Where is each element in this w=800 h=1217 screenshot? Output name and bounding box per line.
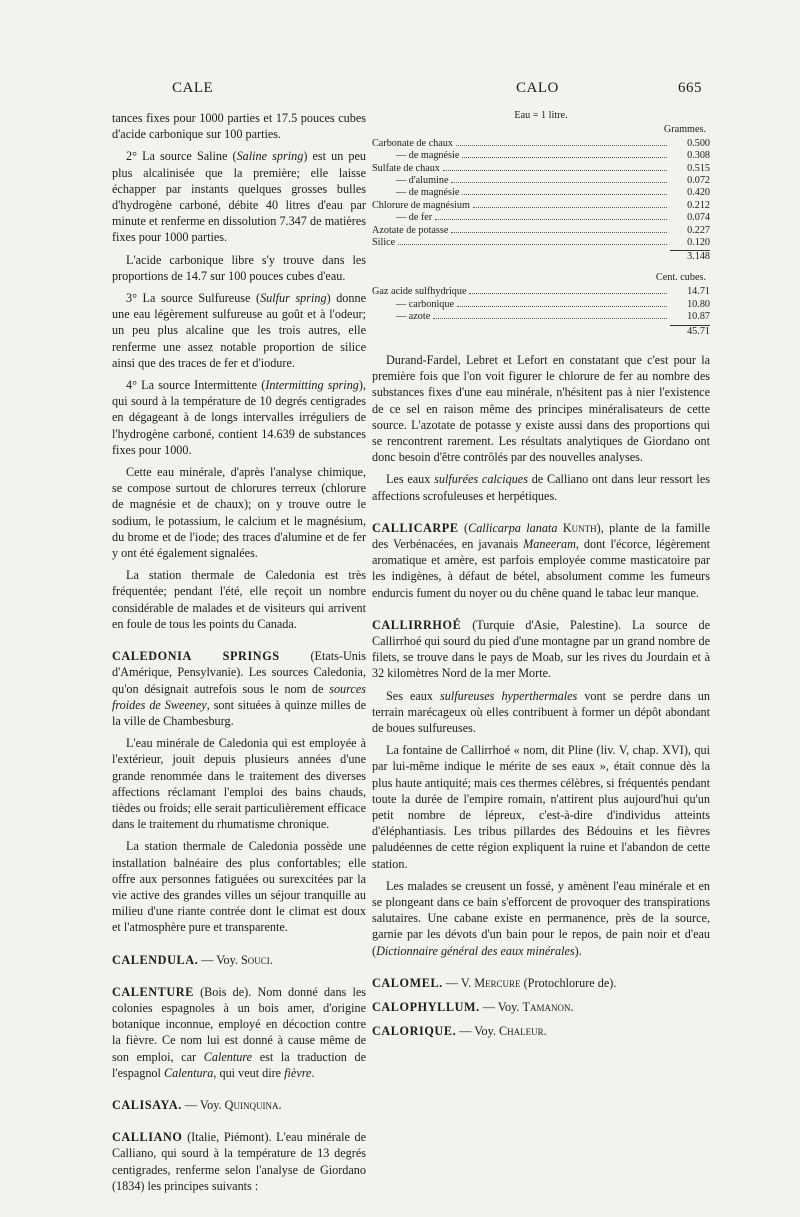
running-head-left: CALE xyxy=(172,80,214,96)
headword: CALISAYA. xyxy=(112,1097,182,1112)
table-row xyxy=(372,187,710,199)
table-row xyxy=(372,150,710,162)
paragraph: L'acide carbonique libre s'y trouve dans les proportions de 14.7 sur 100 pouces cubes d'eau. xyxy=(112,252,366,283)
table-cell-substance: — d'alumine xyxy=(396,175,449,187)
entry-calisaya: CALISAYA. — Voy. Quinquina. xyxy=(112,1097,282,1112)
headword: CALEDONIA SPRINGS xyxy=(112,649,280,664)
table-rows xyxy=(372,138,710,250)
table-cell-substance: — de magnésie xyxy=(396,187,460,199)
paragraph: Les malades se creusent un fossé, y amènent l'eau minérale et en se plongeant dans ce bain s'efforcent de provoquer des transpirations salutaires. Une cabane existe en permanence, près de la source, garnie par les dévots d'un bain pour le repos, de pain noir et d'eau (Dictionnaire général des eaux minérales). xyxy=(372,878,710,958)
entry-calenture: CALENTURE (Bois de). Nom donné dans les colonies espagnoles à un bois amer, d'origine botanique inconnue, employé en décoction contre la fièvre. Ce nom lui est donné à cause même de son emploi, car Calenture est la traduction de l'espagnol Calentura, qui veut dire fièvre. xyxy=(112,984,366,1080)
gas-table-rows xyxy=(372,286,710,323)
paragraph: Cette eau minérale, d'après l'analyse chimique, se compose surtout de chlorures terreux (chlorure de magnésie et de chaux); on y trouve outre le sodium, le potassium, le calcium et le magnésium, du brome et de l'iode; des traces d'alumine et de fer y ont été également signalées. xyxy=(112,465,366,561)
table-cell-substance: Sulfate de chaux xyxy=(372,162,440,174)
entry-calophyllum: CALOPHYLLUM. — Voy. Tamanon. xyxy=(372,1000,574,1015)
table-cell-value: 0.072 xyxy=(687,175,710,187)
table-cell-value: 0.227 xyxy=(687,224,710,236)
headword: CALLIRRHOÉ xyxy=(372,617,462,632)
paragraph: La station thermale de Caledonia est très fréquentée; pendant l'été, elle reçoit un nombre considérable de malades et de visiteurs qui arrivent en foule de tous les points du Canada. xyxy=(112,568,366,631)
table-cell-value: 10.80 xyxy=(687,298,710,310)
table-cell-substance: Chlorure de magnésium xyxy=(372,199,470,211)
entry-calliano: CALLIANO (Italie, Piémont). L'eau minérale de Calliano, qui sourd à la température de 13 degrés centigrades, renferme selon l'analyse de Giordano (1834) les principes suivants : xyxy=(112,1130,366,1193)
paragraph: Ses eaux sulfureuses hyperthermales vont se perdre dans un terrain marécageux où elles contribuent à former un dépôt abondant de boues sulfureuses. xyxy=(372,688,710,735)
table-row xyxy=(372,200,710,212)
paragraph: tances fixes pour 1000 parties et 17.5 pouces cubes d'acide carbonique sur 100 parties. xyxy=(112,111,366,142)
table-row xyxy=(372,163,710,175)
paragraph: Durand-Fardel, Lebret et Lefort en constatant que c'est pour la première fois que l'on voit figurer le chlorure de fer au nombre des substances fixes d'une eau minérale, n'hésitent pas à nier l'existence de ce sel en raison même des principes minéralisateurs de cette source. L'azotate de potasse y existe aussi dans des proportions qui se rencontrent rarement. Les résultats analytiques de Giordano ont donc besoin d'être contrôlés par des nouvelles analyses. xyxy=(372,352,710,465)
paragraph: La station thermale de Caledonia possède une installation balnéaire des plus confortables; elle offre aux personnes fatiguées ou surexcitées par la vie active des grandes villes un séjour tranquille au milieu d'une riante contrée dont le climat est doux et l'atmosphère pure et transparente. xyxy=(112,839,366,935)
table-cell-substance: Silice xyxy=(372,237,396,249)
leader-dots xyxy=(473,207,667,208)
table-total: 3.148 xyxy=(687,251,710,263)
table-row xyxy=(372,212,710,224)
entry-calomel: CALOMEL. — V. Mercure (Protochlorure de). xyxy=(372,975,617,990)
entry-calendula: CALENDULA. — Voy. Souci. xyxy=(112,952,273,967)
leader-dots xyxy=(456,145,667,146)
table-cell-value: 0.515 xyxy=(687,162,710,174)
table-caption: Eau = 1 litre. xyxy=(514,110,568,121)
table-cell-substance: — carbonique xyxy=(396,298,454,310)
leader-dots xyxy=(451,232,667,233)
leader-dots xyxy=(451,182,667,183)
table-row xyxy=(372,225,710,237)
leader-dots xyxy=(435,219,667,220)
leader-dots xyxy=(469,293,667,294)
table-cell-value: 14.71 xyxy=(687,286,710,298)
leader-dots xyxy=(457,306,667,307)
entry-callirrhoe: CALLIRRHOÉ (Turquie d'Asie, Palestine). La source de Callirrhoé qui sourd du pied d'une montagne par un grand nombre de filets, se trouve dans le pays de Moab, sur les rives du Jourdain et à 32 kilomètres Nord de la mer Morte. xyxy=(372,617,710,681)
paragraph: La fontaine de Callirrhoé « nom, dit Pline (liv. V, chap. XVI), qui par lui-même indique le mérite de ses eaux », était connue dès la plus haute antiquité; mais ces thermes célèbres, si fréquentés pendant toute la durée de l'empire romain, n'attirent plus aujourd'hui qu'un petit nombre de lépreux, c'est-à-dire d'individus atteints d'éléphantiasis. Les tribus pillardes des Bédouins et les fièvres paludéennes de cette région expliquent la ruine et l'abandon de cette station. xyxy=(372,743,710,871)
headword: CALORIQUE. xyxy=(372,1024,457,1039)
entry-caledonia-springs: CALEDONIA SPRINGS (Etats-Unis d'Amérique, Pensylvanie). Les sources Caledonia, qu'on désignait autrefois sous le nom de sources froides de Sweeney, sont situées à quinze milles de la ville de Chambesburg. xyxy=(112,649,367,728)
leader-dots xyxy=(433,318,667,319)
table-row xyxy=(372,237,710,249)
headword: CALENTURE xyxy=(112,984,194,999)
paragraph: Les eaux sulfurées calciques de Calliano ont dans leur ressort les affections scrofuleuses et herpétiques. xyxy=(372,472,710,503)
table-cell-substance: Azotate de potasse xyxy=(372,224,449,236)
table-cell-substance: — de fer xyxy=(396,212,433,224)
right-column xyxy=(372,110,710,1045)
table-cell-value: 0.420 xyxy=(687,187,710,199)
table-cell-value: 0.308 xyxy=(687,150,710,162)
table-cell-value: 0.120 xyxy=(687,237,710,249)
table-row xyxy=(372,299,710,311)
analysis-table xyxy=(372,110,710,338)
table-cell-value: 0.212 xyxy=(687,199,710,211)
table-row xyxy=(372,138,710,150)
entry-callicarpe: CALLICARPE (Callicarpa lanata Kunth), plante de la famille des Verbénacées, en javanais Maneeram, dont l'écorce, légèrement aromatique et amère, est parfois employée comme masticatoire par les indigènes, à défaut de bétel, absolument comme les fumeurs endurcis fument du noyer ou du chêne quand le tabac leur manque. xyxy=(372,520,710,600)
leader-dots xyxy=(462,157,667,158)
paragraph: 2° La source Saline (Saline spring) est un peu plus alcalinisée que la première; elle laisse échapper par instants quelques grosses bulles d'hydrogène carboné, débite 40 litres d'eau par minute et renferme en dissolution 7.347 de matières fixes pour 1000 parties. xyxy=(112,149,367,245)
headword: CALENDULA. xyxy=(112,952,199,967)
table-cell-substance: Gaz acide sulfhydrique xyxy=(372,286,467,298)
table-cell-value: 0.074 xyxy=(687,212,710,224)
table-row xyxy=(372,175,710,187)
leader-dots xyxy=(443,170,667,171)
table-cell-substance: — de magnésie xyxy=(396,150,460,162)
table-cell-value: 10.87 xyxy=(687,311,710,323)
table-cell-substance: — azote xyxy=(396,311,431,323)
leader-dots xyxy=(462,194,667,195)
paragraph: 4° La source Intermittente (Intermitting spring), qui sourd à la température de 10 degrés centigrades en dégageant à de longs intervalles irréguliers de l'hydrogène carboné, contient 14.639 de substances fixes pour 1000. xyxy=(112,378,366,457)
headword: CALLICARPE xyxy=(372,520,459,535)
entry-calorique: CALORIQUE. — Voy. Chaleur. xyxy=(372,1024,547,1039)
headword: CALLIANO xyxy=(112,1130,183,1145)
page-number: 665 xyxy=(678,80,702,96)
left-column xyxy=(112,110,366,1200)
paragraph: L'eau minérale de Caledonia qui est employée à l'extérieur, jouit depuis plusieurs années d'une grande renommée dans le traitement des diverses affections réclamant l'emploi des bains chauds, tièdes ou froids; elle serait particulièrement efficace dans le traitement du rhumatisme chronique. xyxy=(112,736,366,832)
leader-dots xyxy=(398,244,667,245)
running-head-center: CALO xyxy=(516,80,559,96)
table-unit: Grammes. xyxy=(663,124,706,136)
table-cell-value: 0.500 xyxy=(687,137,710,149)
gas-table-total: 45.71 xyxy=(687,325,710,337)
table-row xyxy=(372,286,710,298)
headword: CALOMEL. xyxy=(372,975,443,990)
table-row xyxy=(372,311,710,323)
table-unit-gas: Cent. cubes. xyxy=(655,271,706,283)
paragraph: 3° La source Sulfureuse (Sulfur spring) donne une eau légèrement sulfureuse au goût et à l'odeur; un peu plus alcaline que les trois autres, elle renferme une assez notable proportion de silice ainsi que des traces de fer et d'iodure. xyxy=(112,291,367,370)
table-cell-substance: Carbonate de chaux xyxy=(372,137,453,149)
headword: CALOPHYLLUM. xyxy=(372,1000,480,1015)
